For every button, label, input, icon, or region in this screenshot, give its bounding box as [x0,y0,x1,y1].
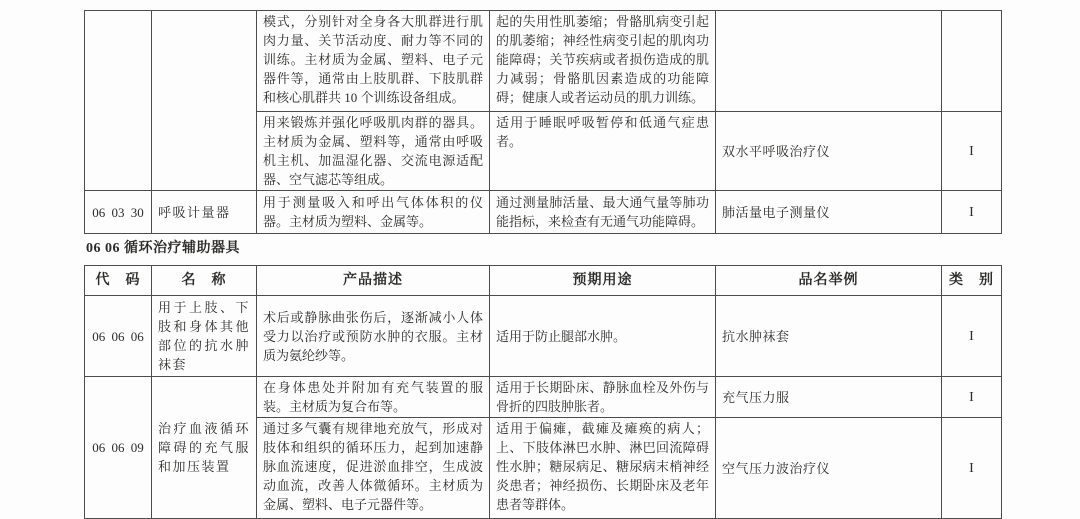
cell-product-description: 模式，分别针对全身各大肌群进行肌肉力量、关节活动度、耐力等不同的训练。主材质为金属、塑料、电子元器件等，通常由上肢肌群、下肢肌群和核心肌群共 10 个训练设备组成。 [257,11,490,112]
cell-product-description: 通过多气囊有规律地充放气，形成对肢体和组织的循环压力，起到加速静脉血流速度，促进淤血排空，生成波动血流，改善人体微循环。主材质为金属、塑料、电子元器件等。 [257,418,490,519]
cell-example-name: 双水平呼吸治疗仪 [716,112,942,191]
cell-name: 用于上肢、下肢和身体其他部位的抗水肿袜套 [152,296,257,377]
cell-category: I [942,296,1002,377]
cell-example-name: 空气压力波治疗仪 [716,418,942,519]
column-header-name: 名 称 [152,266,257,296]
cell-name: 呼吸计量器 [152,191,257,234]
cell-intended-use: 适用于长期卧床、静脉血栓及外伤与骨折的四肢肿胀者。 [490,377,716,418]
cell-intended-use: 起的失用性肌萎缩；骨骼肌病变引起的肌萎缩；神经性病变引起的肌肉功能障碍；关节疾病或者损伤造成的肌力减弱；骨骼肌因素造成的功能障碍；健康人或者运动员的肌力训练。 [490,11,716,112]
cell-product-description: 在身体患处并附加有充气装置的服装。主材质为复合布等。 [257,377,490,418]
cell-product-description: 用来锻炼并强化呼吸肌肉群的器具。主材质为金属、塑料等，通常由呼吸机主机、加温湿化器、交流电源适配器、空气滤芯等组成。 [257,112,490,191]
cell-category: I [942,377,1002,418]
column-header-product-description: 产品描述 [257,266,490,296]
cell-category: I [942,112,1002,191]
cell-intended-use: 通过测量肺活量、最大通气量等肺功能指标，来检查有无通气功能障碍。 [490,191,716,234]
cell-product-description: 术后或静脉曲张伤后，逐渐减小人体受力以治疗或预防水肿的衣服。主材质为氨纶纱等。 [257,296,490,377]
cell-name: 治疗血液循环障碍的充气服和加压装置 [152,377,257,519]
cell-intended-use: 适用于偏瘫，截瘫及瘫痪的病人；上、下肢体淋巴水肿、淋巴回流障碍性水肿；糖尿病足、糖尿病末梢神经炎患者；神经损伤、长期卧床及老年患者等群体。 [490,418,716,519]
cell-product-description: 用于测量吸入和呼出气体体积的仪器。主材质为塑料、金属等。 [257,191,490,234]
column-header-intended-use: 预期用途 [490,266,716,296]
table-row [85,377,1002,418]
cell-example-name: 充气压力服 [716,377,942,418]
table-row [85,11,1002,112]
cell-example-name: 抗水肿袜套 [716,296,942,377]
cell-name [152,11,257,191]
cell-example-name [716,11,942,112]
cell-code: 06 06 06 [85,296,152,377]
section-heading: 06 06 循环治疗辅助器具 [86,241,240,256]
column-header-code: 代 码 [85,266,152,296]
catalog-table-respiratory [84,10,1002,234]
column-header-example-name: 品名举例 [716,266,942,296]
cell-example-name: 肺活量电子测量仪 [716,191,942,234]
table-row [85,191,1002,234]
catalog-table-circulation [84,265,1002,519]
cell-category [942,11,1002,112]
column-header-category: 类 别 [942,266,1002,296]
cell-intended-use: 适用于防止腿部水肿。 [490,296,716,377]
cell-category: I [942,418,1002,519]
cell-code: 06 03 30 [85,191,152,234]
table-row [85,296,1002,377]
cell-category: I [942,191,1002,234]
table-header-row [85,266,1002,296]
cell-code [85,11,152,191]
cell-code: 06 06 09 [85,377,152,519]
cell-intended-use: 适用于睡眠呼吸暂停和低通气症患者。 [490,112,716,191]
